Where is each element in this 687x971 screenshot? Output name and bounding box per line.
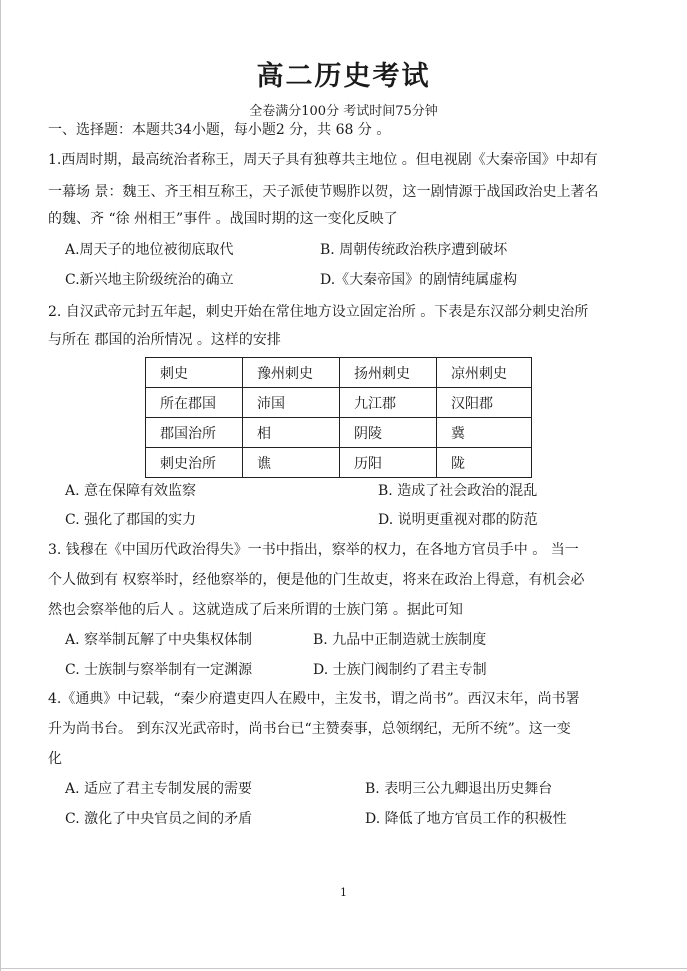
question-3-line-1: 3. 钱穆在《中国历代政治得失》一书中指出，察举的权力，在各地方官员手中 。 当一 xyxy=(48,542,579,558)
data-table xyxy=(145,357,532,478)
exam-subtitle: 全卷满分100分 考试时间75分钟 xyxy=(249,104,438,119)
question-2-option-a: A. 意在保障有效监察 xyxy=(65,483,197,499)
table-cell: 凉州刺史 xyxy=(437,358,532,388)
question-4-line-1: 4.《通典》中记载，“秦少府遣吏四人在殿中，主发书，谓之尚书”。西汉末年，尚书署 xyxy=(48,691,580,707)
table-cell: 汉阳郡 xyxy=(437,388,532,418)
question-4-option-b: B. 表明三公九卿退出历史舞台 xyxy=(365,781,553,797)
question-1-option-a: A.周天子的地位被彻底取代 xyxy=(65,242,234,258)
question-4-line-3: 化 xyxy=(48,751,62,767)
section-heading: 一、选择题：本题共34小题，每小题2 分，共 68 分 。 xyxy=(48,122,391,138)
table-row xyxy=(146,388,532,418)
question-1-option-c: C.新兴地主阶级统治的确立 xyxy=(65,272,234,288)
question-1-line-2: 一幕场 景：魏王、齐王相互称王，天子派使节赐胙以贺，这一剧情源于战国政治史上著名 xyxy=(48,184,599,200)
question-2-line-1: 2. 自汉武帝元封五年起，刺史开始在常住地方设立固定治所 。下表是东汉部分刺史治所 xyxy=(48,304,589,320)
question-3-option-a: A. 察举制瓦解了中央集权体制 xyxy=(65,632,253,648)
table-cell: 郡国治所 xyxy=(146,418,243,448)
question-2-option-c: C. 强化了郡国的实力 xyxy=(65,512,197,528)
question-3-option-c: C. 士族制与察举制有一定渊源 xyxy=(65,662,253,678)
table-row xyxy=(146,358,532,388)
question-1-option-d: D.《大秦帝国》的剧情纯属虚构 xyxy=(320,272,518,288)
page-bottom-border xyxy=(0,968,687,969)
table-cell: 刺史治所 xyxy=(146,448,243,478)
table-cell: 谯 xyxy=(243,448,340,478)
table-cell: 陇 xyxy=(437,448,532,478)
question-3-line-3: 然也会察举他的后人 。这就造成了后来所谓的士族门第 。据此可知 xyxy=(48,602,463,618)
table-cell: 历阳 xyxy=(340,448,437,478)
table-cell: 刺史 xyxy=(146,358,243,388)
question-4-option-a: A. 适应了君主专制发展的需要 xyxy=(65,781,253,797)
page-number: 1 xyxy=(340,886,347,899)
table-cell: 豫州刺史 xyxy=(243,358,340,388)
question-3-option-b: B. 九品中正制造就士族制度 xyxy=(313,632,487,648)
question-1-line-3: 的魏、齐 “徐 州相王”事件 。战国时期的这一变化反映了 xyxy=(48,211,398,227)
question-4-line-2: 升为尚书台。 到东汉光武帝时，尚书台已“主赞奏事，总领纲纪，无所不统”。这一变 xyxy=(48,721,571,737)
table-cell: 沛国 xyxy=(243,388,340,418)
table-cell: 扬州刺史 xyxy=(340,358,437,388)
table-cell: 冀 xyxy=(437,418,532,448)
page-left-border xyxy=(0,0,1,971)
question-1-line-1: 1.西周时期，最高统治者称王，周天子具有独尊共主地位 。但电视剧《大秦帝国》中却有 xyxy=(48,152,598,168)
question-4-option-c: C. 激化了中央官员之间的矛盾 xyxy=(65,811,253,827)
question-2-option-b: B. 造成了社会政治的混乱 xyxy=(378,483,538,499)
page-title: 高二历史考试 xyxy=(256,61,431,92)
question-4-option-d: D. 降低了地方官员工作的积极性 xyxy=(365,811,567,827)
question-3-option-d: D. 士族门阀制约了君主专制 xyxy=(313,662,487,678)
table-cell: 相 xyxy=(243,418,340,448)
question-2-option-d: D. 说明更重视对郡的防范 xyxy=(378,512,538,528)
question-3-line-2: 个人做到有 权察举时，经他察举的，便是他的门生故吏，将来在政治上得意，有机会必 xyxy=(48,572,585,588)
question-1-option-b: B. 周朝传统政治秩序遭到破坏 xyxy=(320,242,508,258)
table-row xyxy=(146,418,532,448)
table-cell: 阴陵 xyxy=(340,418,437,448)
table-cell: 所在郡国 xyxy=(146,388,243,418)
question-2-line-2: 与所在 郡国的治所情况 。这样的安排 xyxy=(48,332,281,348)
table-row xyxy=(146,448,532,478)
table-cell: 九江郡 xyxy=(340,388,437,418)
